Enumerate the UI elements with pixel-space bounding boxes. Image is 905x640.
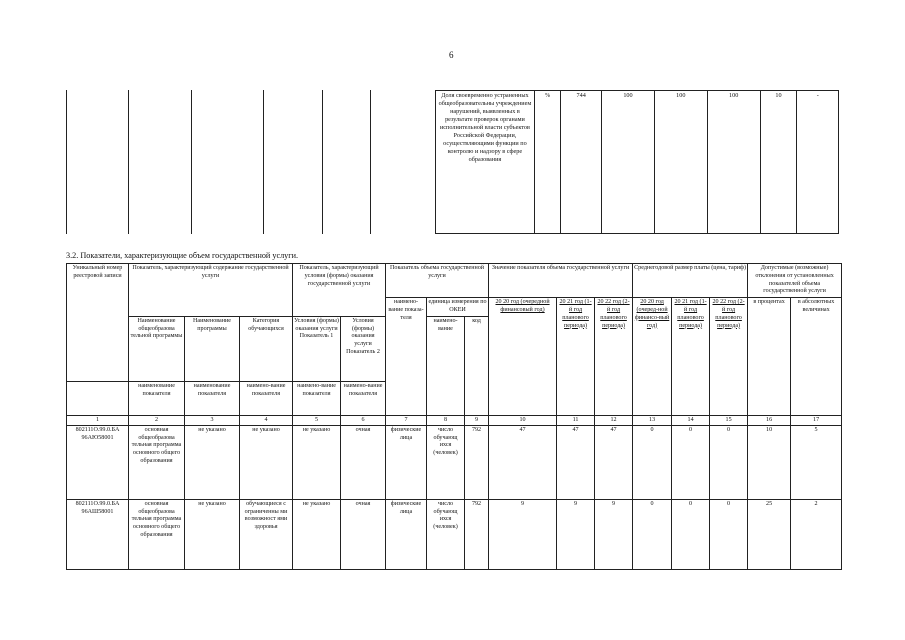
table-border <box>66 90 67 234</box>
program-name: основная общеобразова тельная программа основного общего образования <box>129 499 185 569</box>
column-number: 6 <box>341 415 386 425</box>
registry-number: 802111О.99.0.БА 96АЮ58001 <box>67 425 129 499</box>
table-border <box>128 90 129 234</box>
price-year-1: 0 <box>633 499 672 569</box>
table-row <box>67 499 842 569</box>
volume-table <box>66 263 842 570</box>
column-number: 13 <box>633 415 672 425</box>
value-year-1: 47 <box>489 425 557 499</box>
section-title: 3.2. Показатели, характеризующие объем государственной услуги. <box>66 251 299 260</box>
price-year-3: 0 <box>710 499 748 569</box>
deviation-abs: 2 <box>791 499 842 569</box>
table-border <box>191 90 192 234</box>
table-border <box>322 90 323 234</box>
header-year-1: 20 20 год (очередной финансовый год) <box>489 298 557 416</box>
condition-1: не указано <box>293 499 341 569</box>
header-unit-code: код <box>465 316 489 415</box>
unit-code: 792 <box>465 499 489 569</box>
header-program-name: Наименование общеобразова тельной программы <box>129 316 185 381</box>
header-price-year-1: 20 20 год (очеред-ной финансо-вый год) <box>633 298 672 416</box>
condition-2: очная <box>341 425 386 499</box>
volume-indicator: физические лица <box>386 425 427 499</box>
subheader-name: наимено-вание показателя <box>341 381 386 415</box>
table-border <box>263 90 264 234</box>
column-number: 10 <box>489 415 557 425</box>
category: обучающиеся с ограниченны ми возможност ями здоровья <box>240 499 293 569</box>
unit-cell: % <box>534 91 560 234</box>
page-number: 6 <box>449 50 454 60</box>
unit-name: число обучающ ихся (человек) <box>427 425 465 499</box>
header-deviation-pct: в процентах <box>748 298 791 416</box>
header-volume-name: наимено-вание показа-теля <box>386 298 427 416</box>
price-year-1: 0 <box>633 425 672 499</box>
header-volume: Показатель объема государственной услуги <box>386 264 489 298</box>
header-year-3: 20 22 год (2-й год планового периода) <box>595 298 633 416</box>
header-year-2: 20 21 год (1-й год планового периода) <box>557 298 595 416</box>
unit-code: 792 <box>465 425 489 499</box>
header-price-year-2: 20 21 год (1-й год планового периода) <box>672 298 710 416</box>
header-category: Категория обучающихся <box>240 316 293 381</box>
header-unit-name: наимено-вание <box>427 316 465 415</box>
category: не указано <box>240 425 293 499</box>
value-year-2: 47 <box>557 425 595 499</box>
value-cell: 100 <box>602 91 655 234</box>
subheader-name: наименование показателя <box>129 381 185 415</box>
column-number: 9 <box>465 415 489 425</box>
header-price-year-3: 20 22 год (2-й год планового периода) <box>710 298 748 416</box>
table-border <box>370 90 371 234</box>
column-number: 16 <box>748 415 791 425</box>
empty-cell <box>67 381 129 415</box>
unit-name: число обучающ ихся (человек) <box>427 499 465 569</box>
column-number: 2 <box>129 415 185 425</box>
program: не указано <box>185 425 240 499</box>
top-table <box>435 90 839 234</box>
value-cell: 100 <box>707 91 760 234</box>
subheader-name: наимено-вание показателя <box>240 381 293 415</box>
price-year-3: 0 <box>710 425 748 499</box>
value-cell: 100 <box>654 91 707 234</box>
column-number: 11 <box>557 415 595 425</box>
code-cell: 744 <box>561 91 602 234</box>
header-condition-1: Условия (формы) оказания услуги Показатель 1 <box>293 316 341 381</box>
deviation-abs: 5 <box>791 425 842 499</box>
column-number: 17 <box>791 415 842 425</box>
condition-2: очная <box>341 499 386 569</box>
header-volume-unit: единица измерения по ОКЕИ <box>427 298 489 317</box>
value-year-1: 9 <box>489 499 557 569</box>
program-name: основная общеобразова тельная программа основного общего образования <box>129 425 185 499</box>
header-program: Наименование программы <box>185 316 240 381</box>
value-year-3: 47 <box>595 425 633 499</box>
top-table-fragment <box>66 90 839 234</box>
deviation-pct: 10 <box>748 425 791 499</box>
subheader-name: наимено-вание показателя <box>293 381 341 415</box>
header-value: Значение показателя объема государственной услуги <box>489 264 633 298</box>
column-number: 12 <box>595 415 633 425</box>
header-price: Среднегодовой размер платы (цена, тариф) <box>633 264 748 298</box>
registry-number: 802111О.99.0.БА 96АШ58001 <box>67 499 129 569</box>
column-number: 15 <box>710 415 748 425</box>
deviation-pct: 25 <box>748 499 791 569</box>
value-year-3: 9 <box>595 499 633 569</box>
column-number: 5 <box>293 415 341 425</box>
subheader-name: наименование показателя <box>185 381 240 415</box>
price-year-2: 0 <box>672 499 710 569</box>
condition-1: не указано <box>293 425 341 499</box>
column-number: 1 <box>67 415 129 425</box>
column-number: 4 <box>240 415 293 425</box>
value-year-2: 9 <box>557 499 595 569</box>
column-number: 14 <box>672 415 710 425</box>
program: не указано <box>185 499 240 569</box>
header-unique-number: Уникальный номер реестровой записи <box>67 264 129 382</box>
header-condition-2: Условия (формы) оказания услуги Показатель 2 <box>341 316 386 381</box>
volume-indicator: физические лица <box>386 499 427 569</box>
header-content: Показатель, характеризующий содержание государственной услуги <box>129 264 293 317</box>
column-number: 8 <box>427 415 465 425</box>
deviation-pct-cell: 10 <box>760 91 797 234</box>
column-number: 3 <box>185 415 240 425</box>
indicator-name: Доля своевременно устраненных общеобразовательны учреждением нарушений, выявленных в результате проверок органами исполнительной власти субъектов Российской Федерации, осуществляющими функции по контролю и надзору в сфере образования <box>436 91 535 234</box>
price-year-2: 0 <box>672 425 710 499</box>
column-number: 7 <box>386 415 427 425</box>
table-row <box>67 425 842 499</box>
header-deviation: Допустимые (возможные) отклонения от установленных показателей объема государственной услуги <box>748 264 842 298</box>
deviation-abs-cell: - <box>797 91 839 234</box>
header-conditions: Показатель, характеризующий условия (формы) оказания государственной услуги <box>293 264 386 317</box>
header-deviation-abs: в абсолютных величинах <box>791 298 842 416</box>
